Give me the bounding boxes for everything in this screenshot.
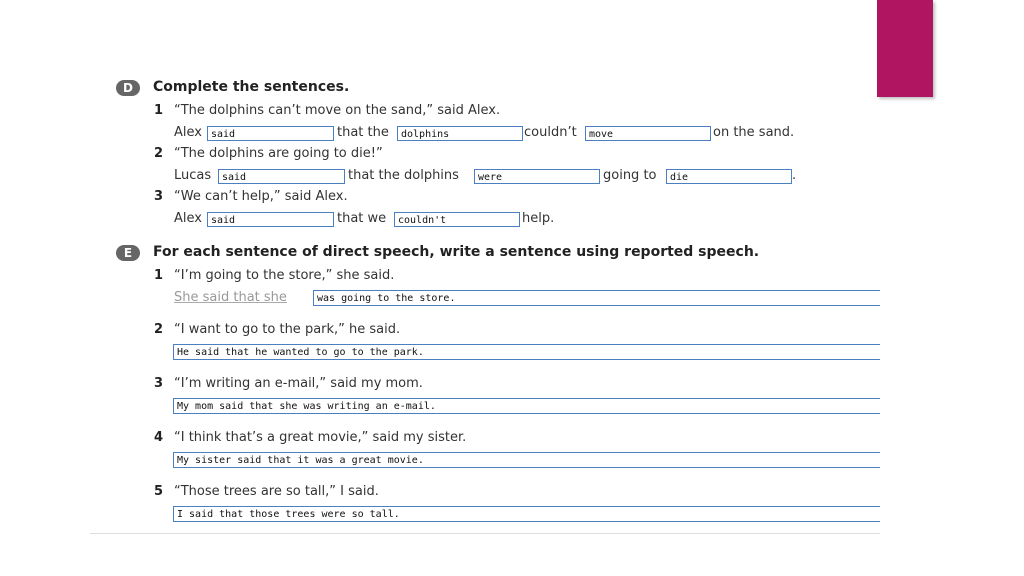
d1-prompt: “The dolphins can’t move on the sand,” said Alex. (174, 103, 501, 118)
d1-subject: Alex (174, 125, 202, 140)
d1-blank-2[interactable]: dolphins (397, 126, 523, 141)
d3-blank-1[interactable]: said (207, 212, 334, 227)
e1-prompt: “I’m going to the store,” she said. (174, 268, 395, 283)
d2-number: 2 (154, 146, 164, 161)
e3-prompt: “I’m writing an e-mail,” said my mom. (174, 376, 423, 391)
e2-prompt: “I want to go to the park,” he said. (174, 322, 401, 337)
d3-blank-2[interactable]: couldn't (394, 212, 520, 227)
d3-number: 3 (154, 189, 164, 204)
accent-bar (877, 0, 933, 97)
section-e-badge: E (116, 245, 140, 261)
d2-blank-1[interactable]: said (218, 169, 345, 184)
e5-prompt: “Those trees are so tall,” I said. (174, 484, 379, 499)
d3-prompt: “We can’t help,” said Alex. (174, 189, 348, 204)
d1-blank-3[interactable]: move (585, 126, 711, 141)
d1-mid-2: couldn’t (524, 125, 577, 140)
e4-answer-field[interactable]: My sister said that it was a great movie. (173, 452, 880, 468)
e5-number: 5 (154, 484, 164, 499)
d2-mid-2: going to (603, 168, 657, 183)
section-d-badge: D (116, 80, 140, 96)
d1-end: on the sand. (713, 125, 795, 140)
e1-example-start: She said that she (174, 290, 287, 305)
d1-blank-1[interactable]: said (207, 126, 334, 141)
d3-subject: Alex (174, 211, 202, 226)
e4-number: 4 (154, 430, 164, 445)
e2-number: 2 (154, 322, 164, 337)
bottom-divider (90, 533, 880, 534)
e3-answer-field[interactable]: My mom said that she was writing an e-mail. (173, 398, 880, 414)
d2-end: . (792, 168, 797, 183)
e4-prompt: “I think that’s a great movie,” said my sister. (174, 430, 467, 445)
d2-blank-3[interactable]: die (666, 169, 792, 184)
e2-answer-field[interactable]: He said that he wanted to go to the park. (173, 344, 880, 360)
e5-answer-field[interactable]: I said that those trees were so tall. (173, 506, 880, 522)
d2-subject: Lucas (174, 168, 212, 183)
d1-number: 1 (154, 103, 164, 118)
d2-prompt: “The dolphins are going to die!” (174, 146, 383, 161)
d3-end: help. (522, 211, 555, 226)
section-e-title: For each sentence of direct speech, write a sentence using reported speech. (153, 244, 760, 260)
e1-number: 1 (154, 268, 164, 283)
section-d-title: Complete the sentences. (153, 79, 350, 95)
d3-mid-1: that we (337, 211, 387, 226)
e1-answer-field[interactable]: was going to the store. (313, 290, 880, 306)
d2-mid-1: that the dolphins (348, 168, 459, 183)
d1-mid-1: that the (337, 125, 389, 140)
e3-number: 3 (154, 376, 164, 391)
d2-blank-2[interactable]: were (474, 169, 600, 184)
